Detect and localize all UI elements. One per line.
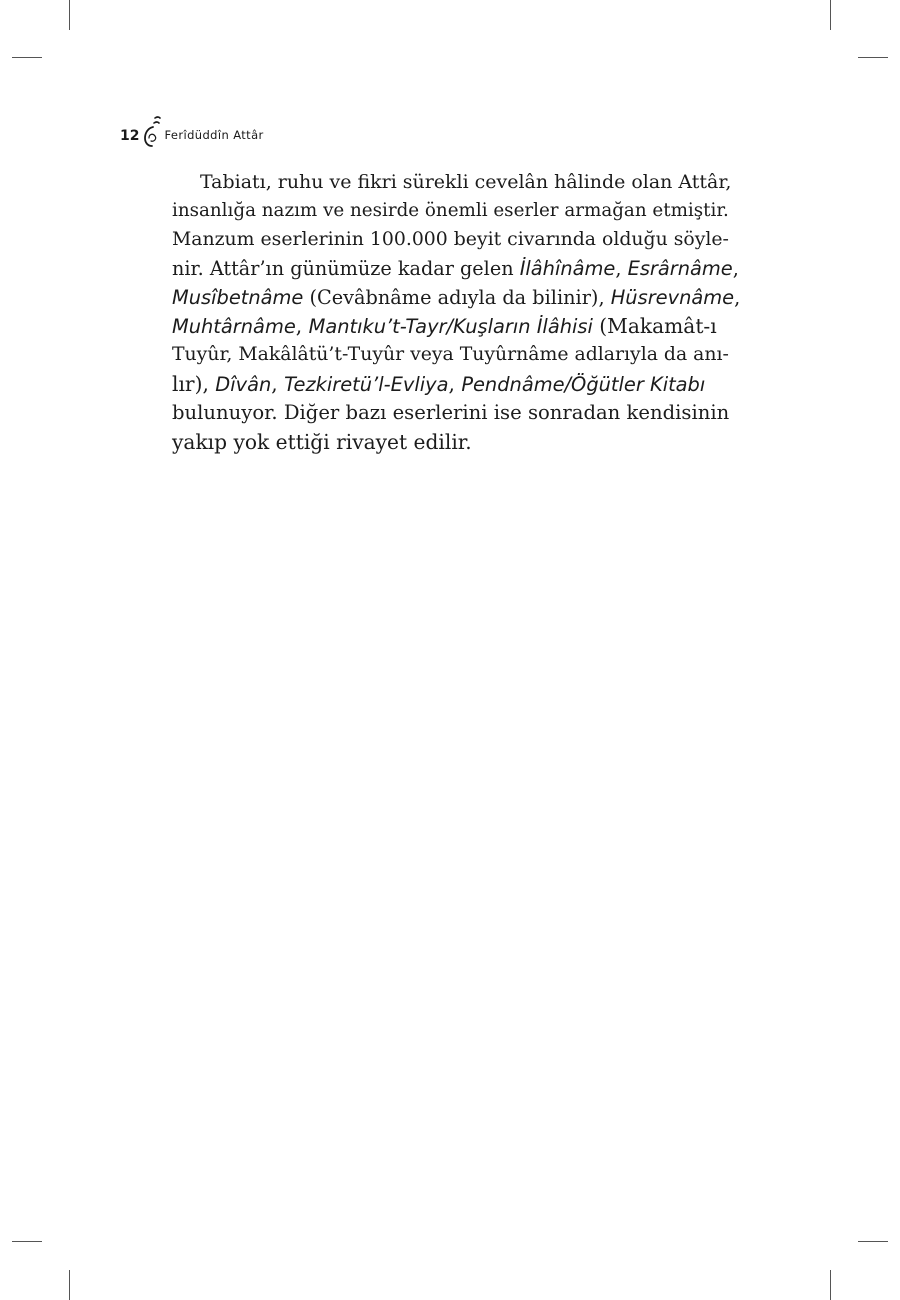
work-title: Hüsrevnâme <box>610 285 735 309</box>
text-line <box>172 428 729 457</box>
work-title: Tezkiretü’l-Evliya <box>284 373 449 397</box>
crop-mark-bottom-left <box>69 1270 70 1300</box>
text-run: Tuyûr, Makâlâtü’t-Tuyûr veya Tuyûrnâme adlarıyla da anı- <box>172 344 729 366</box>
text-line <box>172 312 729 341</box>
text-line <box>172 399 729 428</box>
text-run: (Makamât-ı <box>592 314 717 339</box>
crop-mark-top-left <box>69 0 70 30</box>
text-line <box>172 370 729 399</box>
text-run: , <box>448 372 462 397</box>
text-run: , <box>295 314 309 339</box>
crop-mark-right-bottom <box>858 1241 888 1242</box>
text-run: , <box>734 285 741 309</box>
text-run: lır), <box>172 372 216 397</box>
text-run: (Cevâbnâme adıyla da bilinir), <box>303 285 611 309</box>
text-line <box>172 341 729 370</box>
page-number: 12 <box>120 128 140 144</box>
crop-mark-bottom-right <box>830 1270 831 1300</box>
text-line <box>172 255 739 284</box>
text-run: yakıp yok ettiği rivayet edilir. <box>172 430 472 455</box>
work-title: Muhtârnâme <box>172 315 296 339</box>
text-run: , <box>615 256 628 280</box>
text-run: Manzum eserlerinin 100.000 beyit civarında olduğu söyle- <box>172 228 729 250</box>
work-title: Mantıku’t-Tayr/Kuşların İlâhisi <box>308 315 593 339</box>
text-line <box>172 226 729 255</box>
calligraphy-ornament-icon <box>142 114 162 148</box>
text-line <box>172 284 741 313</box>
running-header <box>120 112 264 148</box>
text-run: insanlığa nazım ve nesirde önemli eserler armağan etmiştir. <box>172 199 729 221</box>
crop-mark-top-right <box>830 0 831 30</box>
work-title: Esrârnâme <box>627 256 733 280</box>
text-run: , <box>732 256 739 280</box>
crop-mark-right-top <box>858 57 888 58</box>
body-paragraph <box>172 168 741 457</box>
crop-mark-left-top <box>12 57 42 58</box>
text-run: nir. Attâr’ın günümüze kadar gelen <box>172 256 520 280</box>
text-run: bulunuyor. Diğer bazı eserlerini ise sonradan kendisinin <box>172 401 730 425</box>
work-title: Dîvân <box>215 373 272 397</box>
work-title: Pendnâme/Öğütler Kitabı <box>461 373 706 397</box>
crop-mark-left-bottom <box>12 1241 42 1242</box>
work-title: İlâhînâme <box>519 256 616 280</box>
text-run: , <box>271 372 285 397</box>
text-run: Tabiatı, ruhu ve fikri sürekli cevelân hâlinde olan Attâr, <box>200 171 732 193</box>
running-title: Ferîdüddîn Attâr <box>164 128 264 142</box>
work-title: Musîbetnâme <box>172 285 304 309</box>
text-line <box>172 197 729 226</box>
text-line <box>172 168 732 197</box>
